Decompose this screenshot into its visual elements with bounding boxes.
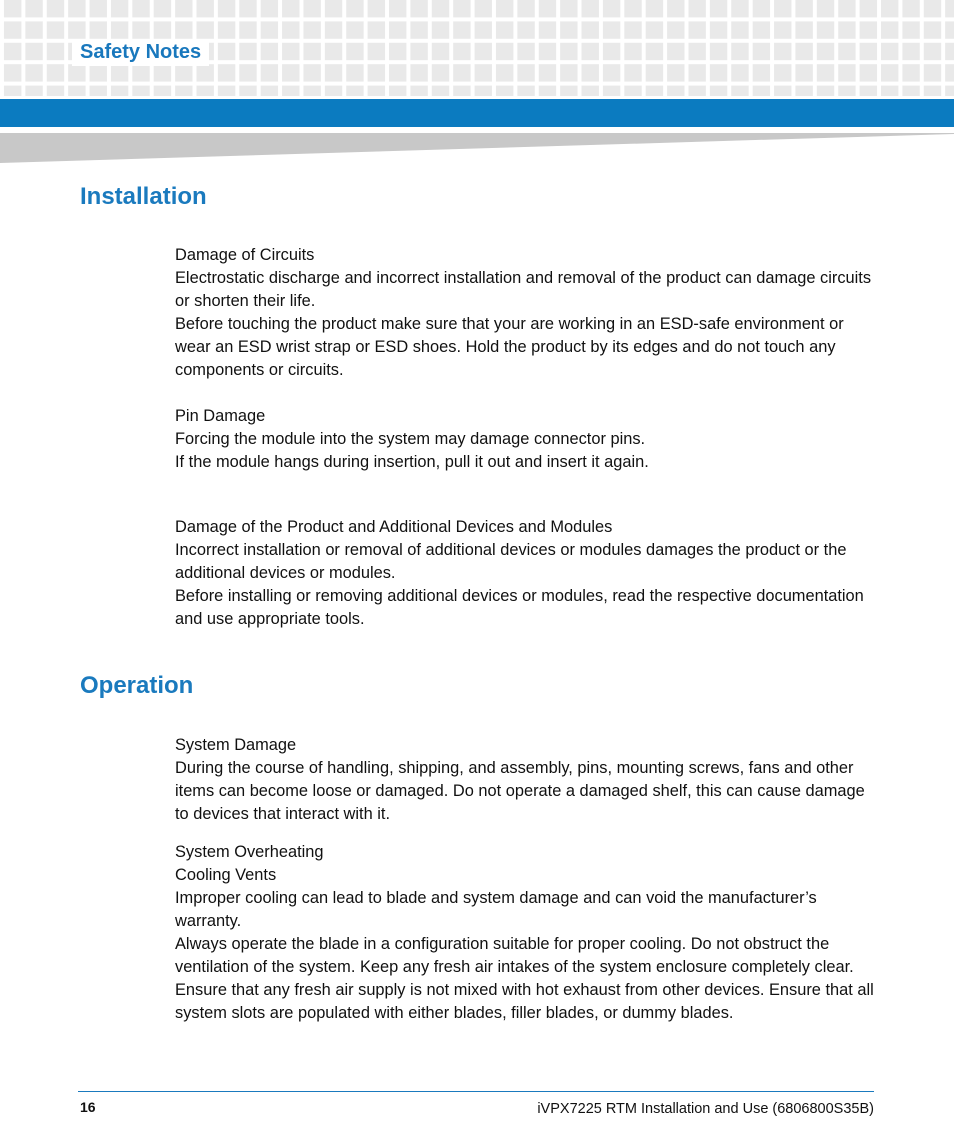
note-damage-of-circuits <box>175 244 875 382</box>
note-damage-of-product <box>175 516 875 631</box>
header-blue-bar <box>0 99 954 127</box>
note-system-overheating <box>175 841 875 1025</box>
note-title: System Overheating <box>175 843 324 861</box>
note-subtitle: Cooling Vents <box>175 866 277 884</box>
note-text: If the module hangs during insertion, pull it out and insert it again. <box>175 453 649 471</box>
note-title: Pin Damage <box>175 407 266 425</box>
running-header-title: Safety Notes <box>72 39 209 66</box>
note-title: System Damage <box>175 736 297 754</box>
note-text: Incorrect installation or removal of additional devices or modules damages the product or the additional devices or modules. <box>175 541 847 582</box>
note-system-damage <box>175 734 875 826</box>
note-text: Forcing the module into the system may damage connector pins. <box>175 430 646 448</box>
page-number: 16 <box>80 1099 96 1115</box>
operation-heading: Operation <box>80 672 194 699</box>
installation-heading: Installation <box>80 183 207 210</box>
document-reference: iVPX7225 RTM Installation and Use (6806800S35B) <box>537 1101 874 1117</box>
note-pin-damage <box>175 405 875 474</box>
note-text: Improper cooling can lead to blade and system damage and can void the manufacturer’s warranty. <box>175 889 817 930</box>
note-text: Before touching the product make sure that your are working in an ESD-safe environment or wear an ESD wrist strap or ESD shoes. Hold the product by its edges and do not touch any components or circuits. <box>175 315 844 379</box>
footer-rule <box>78 1091 874 1092</box>
note-title: Damage of Circuits <box>175 246 315 264</box>
note-text: Always operate the blade in a configuration suitable for proper cooling. Do not obstruct the ventilation of the system. Keep any fresh air intakes of the system enclosure completely clear. Ensure that any fresh air supply is not mixed with hot exhaust from other devices. Ensure that all system slots are populated with either blades, filler blades, or dummy blades. <box>175 935 874 1022</box>
note-text: During the course of handling, shipping, and assembly, pins, mounting screws, fans and other items can become loose or damaged. Do not operate a damaged shelf, this can cause damage to devices that interact with it. <box>175 759 865 823</box>
header-gray-wedge <box>0 133 954 163</box>
note-text: Before installing or removing additional devices or modules, read the respective documentation and use appropriate tools. <box>175 587 864 628</box>
note-text: Electrostatic discharge and incorrect installation and removal of the product can damage circuits or shorten their life. <box>175 269 872 310</box>
note-title: Damage of the Product and Additional Devices and Modules <box>175 518 613 536</box>
